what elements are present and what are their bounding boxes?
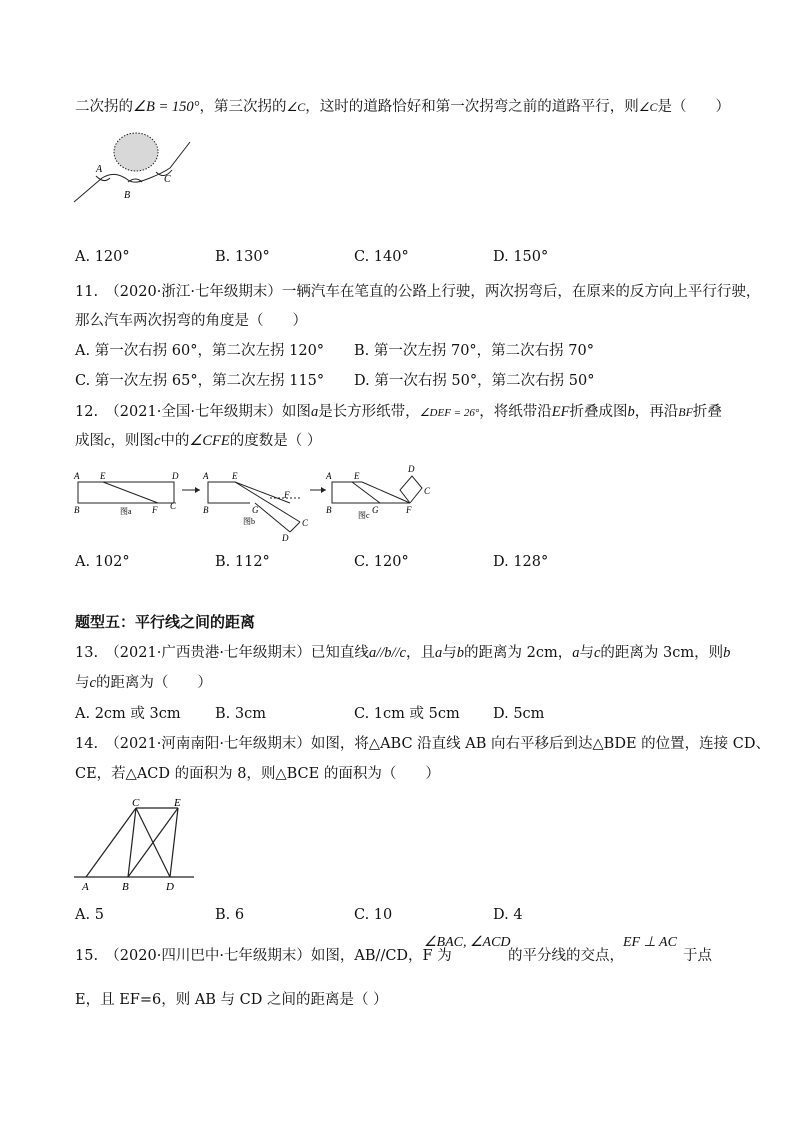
- svg-text:G: G: [372, 505, 379, 515]
- pond-shape: [114, 133, 158, 171]
- q10-option-c[interactable]: C. 140°: [354, 249, 409, 265]
- q14-stem-line2: CE，若△ACD 的面积为 8，则△BCE 的面积为（ ）: [75, 766, 440, 782]
- svg-text:B: B: [122, 881, 129, 893]
- q14-option-d[interactable]: D. 4: [493, 907, 523, 923]
- caption-a: 图a: [120, 507, 132, 516]
- svg-text:G: G: [252, 505, 259, 515]
- svg-text:C: C: [302, 518, 309, 528]
- q14-option-a[interactable]: A. 5: [75, 907, 104, 923]
- q14-option-b[interactable]: B. 6: [215, 907, 245, 923]
- svg-text:C: C: [424, 486, 431, 496]
- q12-option-b[interactable]: B. 112°: [215, 554, 270, 570]
- q10-option-a[interactable]: A. 120°: [75, 249, 130, 265]
- q13-stem-line2: 与c的距离为（ ）: [75, 675, 212, 691]
- q15-stem-end: 于点: [683, 948, 712, 964]
- q12-option-a[interactable]: A. 102°: [75, 554, 130, 570]
- q12-stem-line2: 成图c，则图c中的∠CFE的度数是（ ）: [75, 433, 322, 449]
- q11-option-a[interactable]: A. 第一次右拐 60°，第二次左拐 120°: [75, 343, 325, 359]
- label-c: C: [164, 174, 171, 185]
- q13-option-a[interactable]: A. 2cm 或 3cm: [75, 706, 181, 722]
- q15-stem-mid: 的平分线的交点，: [508, 948, 624, 964]
- q13-stem-line1: 13. （2021·广西贵港·七年级期末）已知直线a//b//c，且a与b的距离为 2cm，a与c的距离为 3cm，则b: [75, 645, 731, 661]
- q13-option-c[interactable]: C. 1cm 或 5cm: [354, 706, 460, 722]
- q10-option-b[interactable]: B. 130°: [215, 249, 270, 265]
- svg-text:B: B: [326, 505, 332, 515]
- q15-perp: EF ⊥ AC: [623, 935, 677, 950]
- svg-text:B: B: [74, 505, 80, 515]
- q12-stem-line1: 12. （2021·全国·七年级期末）如图a是长方形纸带，∠DEF = 26°，将纸带沿EF折叠成图b，再沿BF折叠: [75, 404, 722, 420]
- svg-text:E: E: [100, 471, 106, 481]
- svg-text:D: D: [408, 464, 415, 474]
- q14-option-c[interactable]: C. 10: [354, 907, 393, 923]
- q11-stem-line2: 那么汽车两次拐弯的角度是（ ）: [75, 313, 307, 329]
- svg-text:E: E: [354, 471, 360, 481]
- svg-text:E: E: [232, 471, 238, 481]
- svg-text:C: C: [132, 797, 140, 809]
- svg-text:D: D: [172, 471, 179, 481]
- svg-text:A: A: [326, 471, 332, 481]
- section-heading: 题型五：平行线之间的距离: [75, 613, 256, 631]
- label-b: B: [124, 190, 131, 201]
- svg-text:A: A: [203, 471, 209, 481]
- q11-option-c[interactable]: C. 第一次左拐 65°，第二次左拐 115°: [75, 373, 325, 389]
- q11-stem-line1: 11. （2020·浙江·七年级期末）一辆汽车在笔直的公路上行驶，两次拐弯后，在原来的反方向上平行行驶，: [75, 284, 761, 300]
- q15-stem-line1: 15. （2020·四川巴中·七年级期末）如图，AB//CD，F 为: [75, 948, 452, 964]
- q12-option-d[interactable]: D. 128°: [493, 554, 549, 570]
- q15-stem-line2: E，且 EF=6，则 AB 与 CD 之间的距离是（ ）: [75, 992, 388, 1008]
- q10-stem: 二次拐的∠B = 150°，第三次拐的∠C，这时的道路恰好和第一次拐弯之前的道路平行，则∠C是（ ）: [75, 99, 730, 115]
- q11-option-b[interactable]: B. 第一次左拐 70°，第二次右拐 70°: [354, 343, 594, 359]
- q12-option-c[interactable]: C. 120°: [354, 554, 409, 570]
- svg-text:E: E: [174, 797, 181, 809]
- svg-text:D: D: [166, 881, 174, 893]
- q12-figure: [70, 462, 440, 542]
- label-a: A: [96, 164, 103, 175]
- fig-a-strip: [78, 482, 174, 503]
- fig-a-fold-ef: [103, 482, 158, 503]
- q13-option-d[interactable]: D. 5cm: [493, 706, 545, 722]
- svg-text:F: F: [284, 490, 290, 500]
- svg-text:D: D: [282, 533, 289, 543]
- q15-angles: ∠BAC, ∠ACD: [424, 935, 511, 950]
- svg-text:B: B: [203, 505, 209, 515]
- svg-text:A: A: [74, 471, 80, 481]
- q10-option-d[interactable]: D. 150°: [493, 249, 549, 265]
- svg-text:F: F: [152, 505, 158, 515]
- svg-text:C: C: [170, 501, 177, 511]
- fig-c-strip: [332, 482, 410, 503]
- q13-option-b[interactable]: B. 3cm: [215, 706, 266, 722]
- q11-option-d[interactable]: D. 第一次右拐 50°，第二次右拐 50°: [354, 373, 595, 389]
- svg-text:F: F: [406, 505, 412, 515]
- q14-stem-line1: 14. （2021·河南南阳·七年级期末）如图，将△ABC 沿直线 AB 向右平移后到达△BDE 的位置，连接 CD、: [75, 736, 770, 752]
- caption-c: 图c: [358, 511, 370, 520]
- q14-figure: [72, 798, 202, 893]
- q10-figure: [72, 132, 202, 212]
- svg-text:A: A: [82, 881, 89, 893]
- caption-b: 图b: [243, 517, 255, 526]
